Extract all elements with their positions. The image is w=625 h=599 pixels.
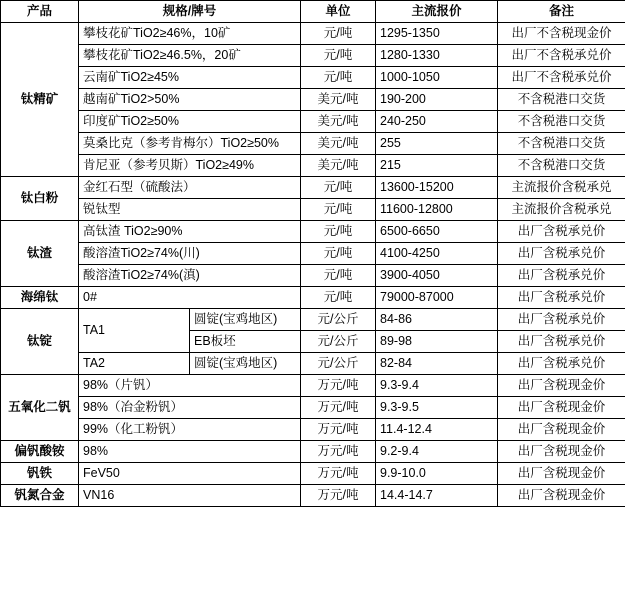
unit-cell: 元/吨 [301,177,376,199]
price-cell: 6500-6650 [376,221,498,243]
spec-cell: 98%（片钒） [79,375,301,397]
table-row [1,309,625,331]
category-cell: 钒氮合金 [1,485,79,507]
unit-cell: 美元/吨 [301,155,376,177]
unit-cell: 元/吨 [301,287,376,309]
price-cell: 240-250 [376,111,498,133]
spec-cell: 攀枝花矿TiO2≥46.5%，20矿 [79,45,301,67]
table-row [1,111,625,133]
unit-cell: 元/吨 [301,265,376,287]
price-cell: 11600-12800 [376,199,498,221]
category-cell: 海绵钛 [1,287,79,309]
note-cell: 出厂含税承兑价 [498,243,625,265]
unit-cell: 元/公斤 [301,331,376,353]
note-cell: 出厂含税承兑价 [498,265,625,287]
spec-cell: 圆锭(宝鸡地区) [190,353,301,375]
price-cell: 82-84 [376,353,498,375]
note-cell: 出厂含税现金价 [498,463,625,485]
table-row [1,133,625,155]
price-cell: 1295-1350 [376,23,498,45]
table-row [1,397,625,419]
table-row [1,23,625,45]
table-row [1,199,625,221]
unit-cell: 万元/吨 [301,463,376,485]
category-cell: 钛白粉 [1,177,79,221]
table-row [1,287,625,309]
header-price: 主流报价 [376,1,498,23]
spec-cell: 莫桑比克（参考肯梅尔）TiO2≥50% [79,133,301,155]
table-row [1,485,625,507]
price-cell: 4100-4250 [376,243,498,265]
header-spec: 规格/牌号 [79,1,301,23]
grade-cell: TA2 [79,353,190,375]
grade-cell: TA1 [79,309,190,353]
note-cell: 出厂含税承兑价 [498,331,625,353]
table-header-row [1,1,625,23]
price-cell: 215 [376,155,498,177]
unit-cell: 元/吨 [301,67,376,89]
note-cell: 不含税港口交货 [498,155,625,177]
header-product: 产品 [1,1,79,23]
table-row [1,45,625,67]
spec-cell: 金红石型（硫酸法） [79,177,301,199]
table-row [1,89,625,111]
price-cell: 89-98 [376,331,498,353]
price-cell: 9.9-10.0 [376,463,498,485]
note-cell: 出厂含税现金价 [498,397,625,419]
note-cell: 出厂不含税承兑价 [498,67,625,89]
unit-cell: 万元/吨 [301,419,376,441]
note-cell: 出厂含税现金价 [498,441,625,463]
note-cell: 主流报价含税承兑 [498,199,625,221]
note-cell: 出厂不含税现金价 [498,23,625,45]
spec-cell: 越南矿TiO2>50% [79,89,301,111]
note-cell: 出厂含税现金价 [498,375,625,397]
spec-cell: 印度矿TiO2≥50% [79,111,301,133]
price-cell: 1280-1330 [376,45,498,67]
spec-cell: 锐钛型 [79,199,301,221]
price-cell: 3900-4050 [376,265,498,287]
spec-cell: 高钛渣 TiO2≥90% [79,221,301,243]
unit-cell: 元/吨 [301,45,376,67]
unit-cell: 万元/吨 [301,441,376,463]
spec-cell: VN16 [79,485,301,507]
unit-cell: 万元/吨 [301,485,376,507]
unit-cell: 元/吨 [301,199,376,221]
unit-cell: 元/吨 [301,23,376,45]
category-cell: 钛锭 [1,309,79,375]
note-cell: 主流报价含税承兑 [498,177,625,199]
note-cell: 出厂含税承兑价 [498,353,625,375]
note-cell: 出厂含税现金价 [498,485,625,507]
price-cell: 9.3-9.4 [376,375,498,397]
unit-cell: 万元/吨 [301,375,376,397]
spec-cell: 肯尼亚（参考贝斯）TiO2≥49% [79,155,301,177]
category-cell: 五氧化二钒 [1,375,79,441]
price-cell: 79000-87000 [376,287,498,309]
price-cell: 255 [376,133,498,155]
table-row [1,155,625,177]
table-row [1,177,625,199]
price-cell: 13600-15200 [376,177,498,199]
table-row [1,243,625,265]
table-row [1,463,625,485]
unit-cell: 万元/吨 [301,397,376,419]
note-cell: 不含税港口交货 [498,133,625,155]
unit-cell: 元/公斤 [301,353,376,375]
header-note: 备注 [498,1,625,23]
spec-cell: 99%（化工粉钒） [79,419,301,441]
spec-cell: 0# [79,287,301,309]
unit-cell: 美元/吨 [301,89,376,111]
note-cell: 出厂含税承兑价 [498,221,625,243]
table-row [1,353,625,375]
note-cell: 出厂含税现金价 [498,419,625,441]
header-unit: 单位 [301,1,376,23]
spec-cell: 酸溶渣TiO2≥74%(川) [79,243,301,265]
note-cell: 出厂不含税承兑价 [498,45,625,67]
unit-cell: 美元/吨 [301,111,376,133]
spec-cell: 98%（冶金粉钒） [79,397,301,419]
price-cell: 9.2-9.4 [376,441,498,463]
table-row [1,375,625,397]
note-cell: 出厂含税承兑价 [498,287,625,309]
unit-cell: 元/吨 [301,221,376,243]
spec-cell: 攀枝花矿TiO2≥46%，10矿 [79,23,301,45]
table-row [1,265,625,287]
unit-cell: 元/吨 [301,243,376,265]
spec-cell: 98% [79,441,301,463]
category-cell: 钛渣 [1,221,79,287]
unit-cell: 元/公斤 [301,309,376,331]
spec-cell: 圆锭(宝鸡地区) [190,309,301,331]
table-row [1,419,625,441]
note-cell: 出厂含税承兑价 [498,309,625,331]
note-cell: 不含税港口交货 [498,111,625,133]
category-cell: 钒铁 [1,463,79,485]
spec-cell: FeV50 [79,463,301,485]
price-cell: 1000-1050 [376,67,498,89]
unit-cell: 美元/吨 [301,133,376,155]
spec-cell: EB板坯 [190,331,301,353]
table-row [1,221,625,243]
category-cell: 偏钒酸铵 [1,441,79,463]
table-row [1,441,625,463]
table-row [1,67,625,89]
spec-cell: 云南矿TiO2≥45% [79,67,301,89]
spec-cell: 酸溶渣TiO2≥74%(滇) [79,265,301,287]
price-cell: 9.3-9.5 [376,397,498,419]
price-cell: 190-200 [376,89,498,111]
price-cell: 14.4-14.7 [376,485,498,507]
price-cell: 11.4-12.4 [376,419,498,441]
price-cell: 84-86 [376,309,498,331]
note-cell: 不含税港口交货 [498,89,625,111]
table-body [1,23,625,507]
category-cell: 钛精矿 [1,23,79,177]
